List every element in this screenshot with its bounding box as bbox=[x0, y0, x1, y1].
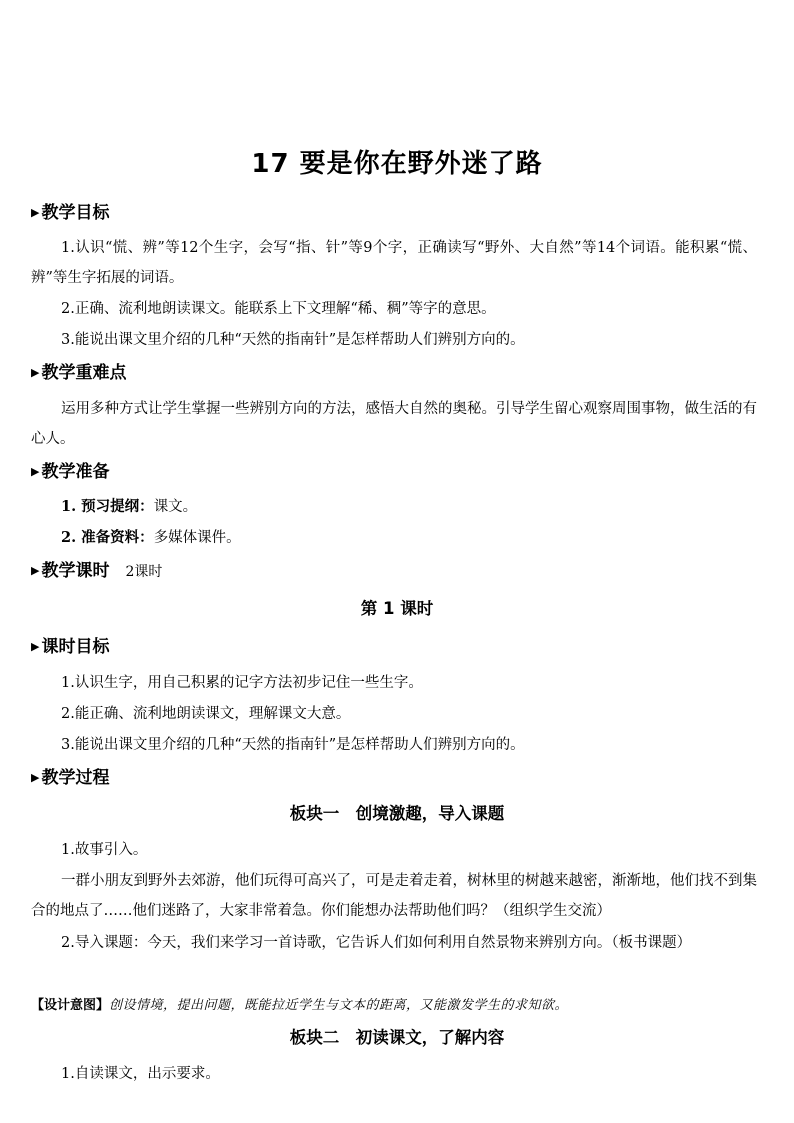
section-heading-lesson-goals: ▶ 课时目标 bbox=[31, 637, 110, 657]
goal-item-2: 2.正确、流利地朗读课文。能联系上下文理解“稀、稠”等字的意思。 bbox=[61, 301, 496, 317]
triangle-bullet-icon: ▶ bbox=[31, 206, 40, 219]
triangle-bullet-icon: ▶ bbox=[31, 564, 40, 577]
block2-item-1: 1.自读课文，出示要求。 bbox=[61, 1066, 220, 1082]
goal-item-1: 1.认识“慌、辨”等12个生字，会写“指、针”等9个字，正确读写“野外、大自然”等14个词语。能积累“慌、辨”等生字拓展的词语。 bbox=[31, 240, 757, 286]
goal-item-3: 3.能说出课文里介绍的几种“天然的指南针”是怎样帮助人们辨别方向的。 bbox=[61, 332, 525, 348]
section-heading-goals: ▶ 教学目标 bbox=[31, 203, 110, 223]
page-title: 17 要是你在野外迷了路 bbox=[251, 149, 543, 179]
block1-item-1: 1.故事引入。 bbox=[61, 842, 148, 858]
triangle-bullet-icon: ▶ bbox=[31, 366, 40, 379]
section-heading-preparation: ▶ 教学准备 bbox=[31, 462, 110, 482]
section-heading-keypoints: ▶ 教学重难点 bbox=[31, 363, 127, 383]
design-intent-text: 创设情境，提出问题，既能拉近学生与文本的距离，又能激发学生的求知欲。 bbox=[109, 998, 569, 1013]
keypoints-text: 运用多种方式让学生掌握一些辨别方向的方法，感悟大自然的奥秘。引导学生留心观察周围事物，做生活的有心人。 bbox=[31, 401, 757, 447]
section-heading-process: ▶ 教学过程 bbox=[31, 768, 110, 788]
block1-item-2: 一群小朋友到野外去郊游，他们玩得可高兴了，可是走着走着，树林里的树越来越密，渐渐地，他们找不到集合的地点了……他们迷路了，大家非常着急。你们能想办法帮助他们吗？（组织学生交流） bbox=[31, 873, 757, 919]
hours-value: 2课时 bbox=[125, 564, 163, 580]
lesson-goal-item-1: 1.认识生字，用自己积累的记字方法初步记住一些生字。 bbox=[61, 675, 423, 691]
block2-title: 板块二 初读课文，了解内容 bbox=[289, 1028, 505, 1047]
design-intent-label: 【设计意图】 bbox=[31, 998, 110, 1013]
block1-title: 板块一 创境激趣，导入课题 bbox=[289, 804, 505, 823]
lesson-goal-item-2: 2.能正确、流利地朗读课文，理解课文大意。 bbox=[61, 706, 351, 722]
triangle-bullet-icon: ▶ bbox=[31, 465, 40, 478]
block1-item-3: 2.导入课题：今天，我们来学习一首诗歌，它告诉人们如何利用自然景物来辨别方向。（板书课题） bbox=[61, 935, 692, 951]
preparation-item-2: 2. 准备资料：多媒体课件。 bbox=[61, 529, 241, 546]
design-intent-note bbox=[31, 995, 771, 1017]
lesson-goal-item-3: 3.能说出课文里介绍的几种“天然的指南针”是怎样帮助人们辨别方向的。 bbox=[61, 737, 525, 753]
section-heading-hours: ▶ 教学课时 2课时 bbox=[31, 561, 163, 581]
triangle-bullet-icon: ▶ bbox=[31, 640, 40, 653]
triangle-bullet-icon: ▶ bbox=[31, 771, 40, 784]
preparation-item-1: 1. 预习提纲：课文。 bbox=[61, 498, 198, 515]
lesson-title: 第 1 课时 bbox=[360, 599, 434, 618]
